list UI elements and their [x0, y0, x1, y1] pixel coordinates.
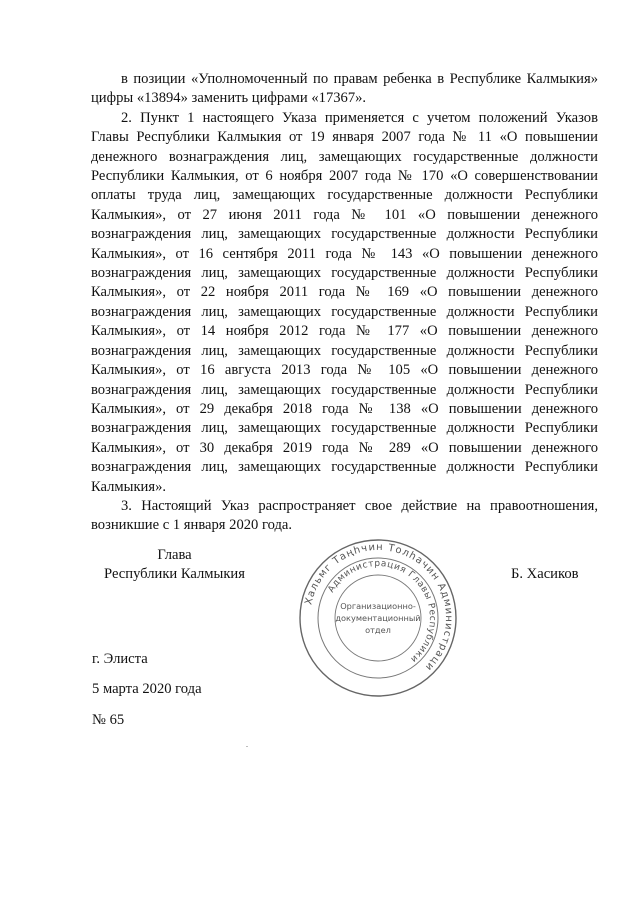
city: г. Элиста: [92, 651, 148, 667]
stamp-outer-text: Хальмг Таңһчин Толһачин Администраци: [303, 541, 455, 674]
paragraph-position-change: в позиции «Уполномоченный по правам ребенка в Республике Калмыкия» цифры «13894» заменить цифрами «17367».: [91, 71, 598, 107]
decree-number: № 65: [92, 711, 125, 728]
decree-body: [91, 70, 598, 536]
signatory-post: [92, 546, 257, 585]
decree-footer: [92, 650, 202, 741]
paragraph-point-2: 2. Пункт 1 настоящего Указа применяется с учетом положений Указов Главы Республики Калмыкия от 19 января 2007 года № 11 «О повышении денежного вознаграждения лиц, замещающих государственные должности Республики Калмыкия, от 6 ноября 2007 года № 170 «О совершенствовании оплаты труда лиц, замещающих государственные должности Республики Калмыкия», от 27 июня 2011 года № 101 «О повышении денежного вознаграждения лиц, замещающих государственные должности Республики Калмыкия», от 16 сентября 2011 года № 143 «О повышении денежного вознаграждения лиц, замещающих государственные должности Республики Калмыкия», от 22 ноября 2011 года № 169 «О повышении денежного вознаграждения лиц, замещающих государственные должности Республики Калмыкия», от 14 ноября 2012 года № 177 «О повышении денежного вознаграждения лиц, замещающих государственные должности Республики Калмыкия», от 16 августа 2013 года № 105 «О повышении денежного вознаграждения лиц, замещающих государственные должности Республики Калмыкия», от 29 декабря 2018 года № 138 «О повышении денежного вознаграждения лиц, замещающих государственные должности Республики Калмыкия», от 30 декабря 2019 года № 289 «О повышении денежного вознаграждения лиц, замещающих государственные должности Республики Калмыкия».: [91, 109, 598, 495]
official-stamp: [296, 536, 460, 700]
stamp-center-line-3: отдел: [365, 625, 391, 635]
stamp-center-line-1: Организационно-: [340, 601, 416, 611]
date: 5 марта 2020 года: [92, 681, 202, 698]
signer-name: Б. Хасиков: [511, 566, 579, 582]
post-line-2: Республики Калмыкия: [104, 566, 245, 583]
scan-artifact: [246, 746, 248, 747]
paragraph-point-3: 3. Настоящий Указ распространяет свое действие на правоотношения, возникшие с 1 января 2020 года.: [91, 497, 598, 534]
stamp-center-line-2: документационный: [335, 613, 421, 623]
stamp-inner-text: Администрация Главы Республики: [326, 558, 438, 665]
post-line-1: Глава: [157, 547, 192, 563]
